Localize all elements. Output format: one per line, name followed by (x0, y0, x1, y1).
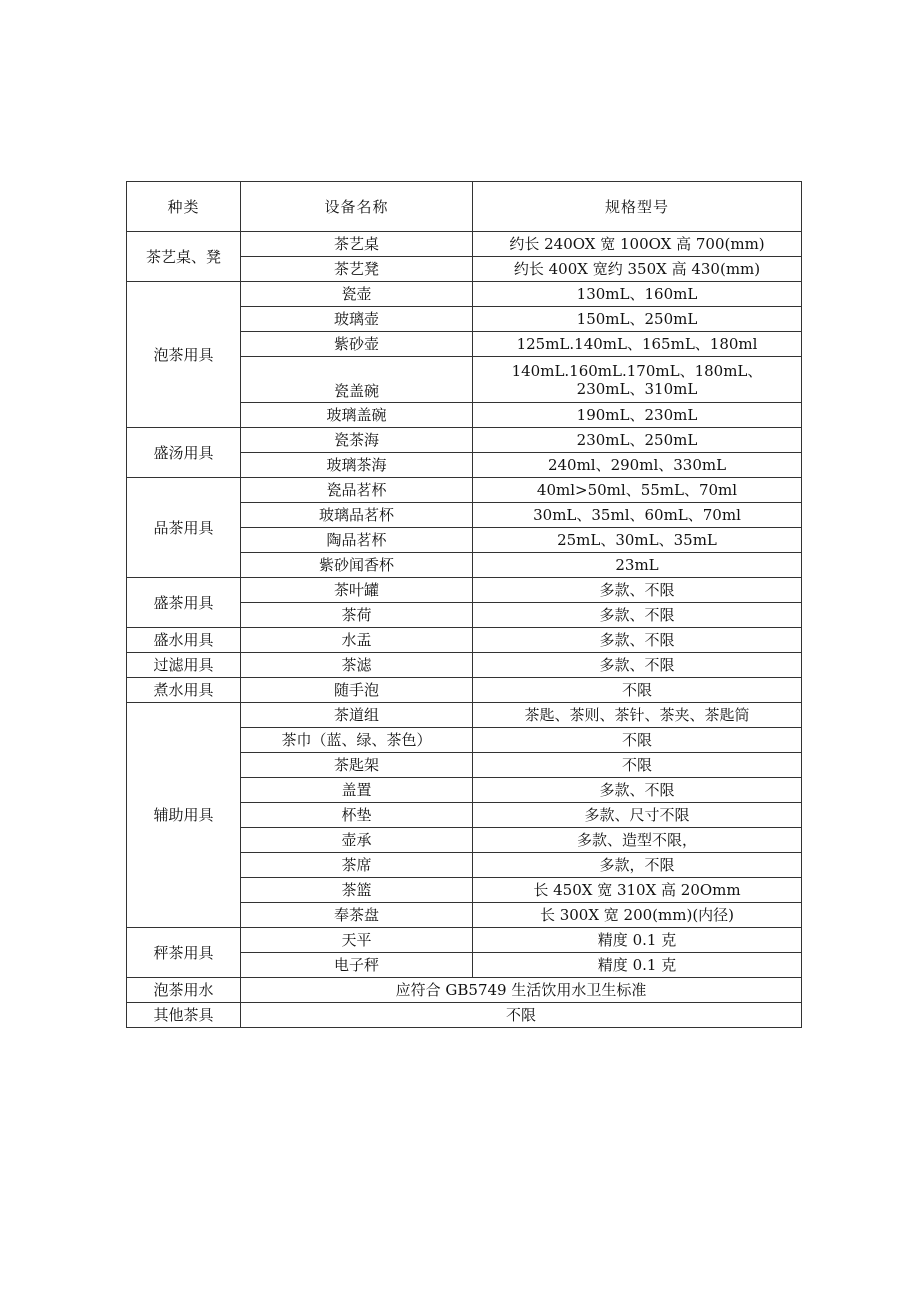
equipment-name-cell: 壶承 (241, 828, 473, 853)
table-row (127, 282, 802, 307)
merged-spec-cell: 不限 (241, 1003, 802, 1028)
equipment-name-cell: 瓷品茗杯 (241, 478, 473, 503)
header-category: 种类 (127, 182, 241, 232)
header-row (127, 182, 802, 232)
equipment-name-cell: 瓷壶 (241, 282, 473, 307)
equipment-name-cell: 玻璃盖碗 (241, 403, 473, 428)
equipment-name-cell: 茶巾（蓝、绿、茶色） (241, 728, 473, 753)
table-row (127, 428, 802, 453)
category-cell: 过滤用具 (127, 653, 241, 678)
equipment-name-cell: 瓷茶海 (241, 428, 473, 453)
equipment-name-cell: 天平 (241, 928, 473, 953)
equipment-name-cell: 玻璃品茗杯 (241, 503, 473, 528)
equipment-name-cell: 茶道组 (241, 703, 473, 728)
spec-cell: 130mL、160mL (473, 282, 802, 307)
spec-cell: 140mL.160mL.170mL、180mL、 230mL、310mL (473, 357, 802, 403)
equipment-name-cell: 杯垫 (241, 803, 473, 828)
spec-cell: 约长 240OX 宽 100OX 高 700(mm) (473, 232, 802, 257)
equipment-name-cell: 玻璃茶海 (241, 453, 473, 478)
equipment-table (126, 181, 802, 1028)
spec-cell: 40ml>50ml、55mL、70ml (473, 478, 802, 503)
spec-cell: 多款、不限 (473, 653, 802, 678)
table-row (127, 578, 802, 603)
category-cell: 其他茶具 (127, 1003, 241, 1028)
table-row (127, 678, 802, 703)
table-body (127, 232, 802, 1028)
table-row (127, 653, 802, 678)
category-cell: 盛汤用具 (127, 428, 241, 478)
spec-cell: 多款、不限 (473, 778, 802, 803)
equipment-name-cell: 随手泡 (241, 678, 473, 703)
category-cell: 茶艺桌、凳 (127, 232, 241, 282)
equipment-name-cell: 电子秤 (241, 953, 473, 978)
spec-cell: 长 450X 宽 310X 高 20Omm (473, 878, 802, 903)
category-cell: 盛水用具 (127, 628, 241, 653)
spec-cell: 23mL (473, 553, 802, 578)
category-cell: 泡茶用水 (127, 978, 241, 1003)
equipment-name-cell: 茶篮 (241, 878, 473, 903)
spec-cell: 不限 (473, 678, 802, 703)
spec-cell: 30mL、35ml、60mL、70ml (473, 503, 802, 528)
table-row (127, 628, 802, 653)
spec-cell: 多款、不限 (473, 603, 802, 628)
spec-cell: 精度 0.1 克 (473, 953, 802, 978)
spec-cell: 多款、不限 (473, 578, 802, 603)
spec-cell: 25mL、30mL、35mL (473, 528, 802, 553)
equipment-name-cell: 奉茶盘 (241, 903, 473, 928)
table-row (127, 978, 802, 1003)
spec-cell: 精度 0.1 克 (473, 928, 802, 953)
spec-cell: 125mL.140mL、165mL、180ml (473, 332, 802, 357)
equipment-name-cell: 紫砂闻香杯 (241, 553, 473, 578)
table-row (127, 232, 802, 257)
equipment-name-cell: 茶荷 (241, 603, 473, 628)
spec-cell: 茶匙、茶则、茶针、茶夹、茶匙筒 (473, 703, 802, 728)
table-row (127, 928, 802, 953)
category-cell: 盛茶用具 (127, 578, 241, 628)
table-row (127, 1003, 802, 1028)
equipment-name-cell: 玻璃壶 (241, 307, 473, 332)
equipment-name-cell: 陶品茗杯 (241, 528, 473, 553)
spec-cell: 多款，不限 (473, 853, 802, 878)
spec-cell: 不限 (473, 753, 802, 778)
equipment-name-cell: 紫砂壶 (241, 332, 473, 357)
category-cell: 泡茶用具 (127, 282, 241, 428)
equipment-name-cell: 水盂 (241, 628, 473, 653)
equipment-name-cell: 茶席 (241, 853, 473, 878)
header-spec: 规格型号 (473, 182, 802, 232)
spec-cell: 240ml、290ml、330mL (473, 453, 802, 478)
spec-cell: 多款、造型不限， (473, 828, 802, 853)
spec-cell: 约长 400X 宽约 350X 高 430(mm) (473, 257, 802, 282)
equipment-name-cell: 茶艺凳 (241, 257, 473, 282)
equipment-name-cell: 瓷盖碗 (241, 357, 473, 403)
spec-cell: 长 300X 宽 200(mm)(内径) (473, 903, 802, 928)
category-cell: 煮水用具 (127, 678, 241, 703)
table-header (127, 182, 802, 232)
spec-cell: 多款、不限 (473, 628, 802, 653)
spec-cell: 150mL、250mL (473, 307, 802, 332)
category-cell: 秤茶用具 (127, 928, 241, 978)
equipment-name-cell: 茶滤 (241, 653, 473, 678)
equipment-name-cell: 茶叶罐 (241, 578, 473, 603)
merged-spec-cell: 应符合 GB5749 生活饮用水卫生标准 (241, 978, 802, 1003)
equipment-name-cell: 茶艺桌 (241, 232, 473, 257)
category-cell: 品茶用具 (127, 478, 241, 578)
table-row (127, 478, 802, 503)
table-row (127, 703, 802, 728)
header-equipment-name: 设备名称 (241, 182, 473, 232)
spec-cell: 190mL、230mL (473, 403, 802, 428)
spec-cell: 不限 (473, 728, 802, 753)
spec-cell: 多款、尺寸不限 (473, 803, 802, 828)
category-cell: 辅助用具 (127, 703, 241, 928)
equipment-name-cell: 茶匙架 (241, 753, 473, 778)
spec-cell: 230mL、250mL (473, 428, 802, 453)
equipment-name-cell: 盖置 (241, 778, 473, 803)
